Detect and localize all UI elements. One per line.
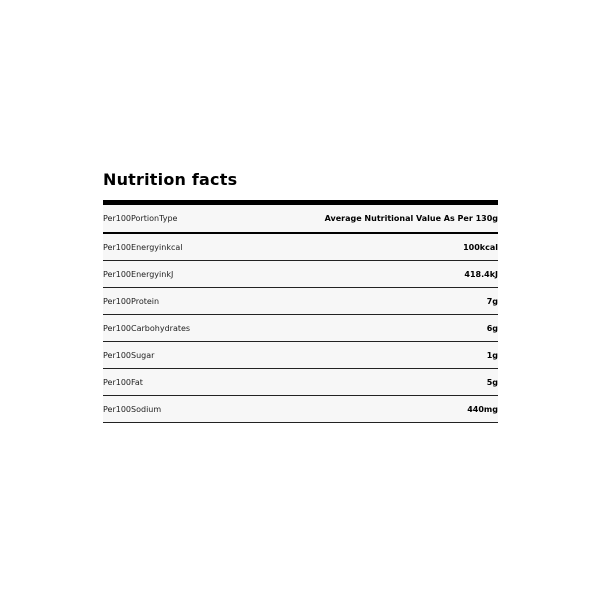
nutrition-row-fat bbox=[103, 369, 498, 396]
nutrient-value: 440mg bbox=[467, 404, 498, 414]
nutrient-label: Per100Sodium bbox=[103, 404, 162, 414]
nutrient-value: 1g bbox=[486, 350, 498, 360]
nutrient-label: Per100Fat bbox=[103, 377, 143, 387]
portion-type-value: Average Nutritional Value As Per 130g bbox=[324, 214, 498, 223]
nutrition-row-energy-kcal bbox=[103, 234, 498, 261]
nutrient-label: Per100Energyinkcal bbox=[103, 242, 183, 252]
nutrition-row-sodium bbox=[103, 396, 498, 423]
nutrition-header-row bbox=[103, 205, 498, 234]
nutrient-value: 100kcal bbox=[463, 242, 498, 252]
nutrition-table bbox=[103, 205, 498, 423]
nutrition-facts-title: Nutrition facts bbox=[103, 170, 238, 189]
nutrition-row-carbohydrates bbox=[103, 315, 498, 342]
nutrient-value: 5g bbox=[486, 377, 498, 387]
nutrition-row-sugar bbox=[103, 342, 498, 369]
nutrient-value: 418.4kJ bbox=[464, 269, 498, 279]
nutrient-label: Per100Sugar bbox=[103, 350, 155, 360]
nutrient-label: Per100Protein bbox=[103, 296, 160, 306]
nutrient-value: 6g bbox=[486, 323, 498, 333]
nutrient-label: Per100EnergyinkJ bbox=[103, 269, 174, 279]
nutrient-value: 7g bbox=[486, 296, 498, 306]
portion-type-label: Per100PortionType bbox=[103, 214, 178, 223]
nutrition-row-energy-kj bbox=[103, 261, 498, 288]
nutrient-label: Per100Carbohydrates bbox=[103, 323, 191, 333]
nutrition-facts-panel bbox=[103, 168, 498, 423]
nutrition-row-protein bbox=[103, 288, 498, 315]
